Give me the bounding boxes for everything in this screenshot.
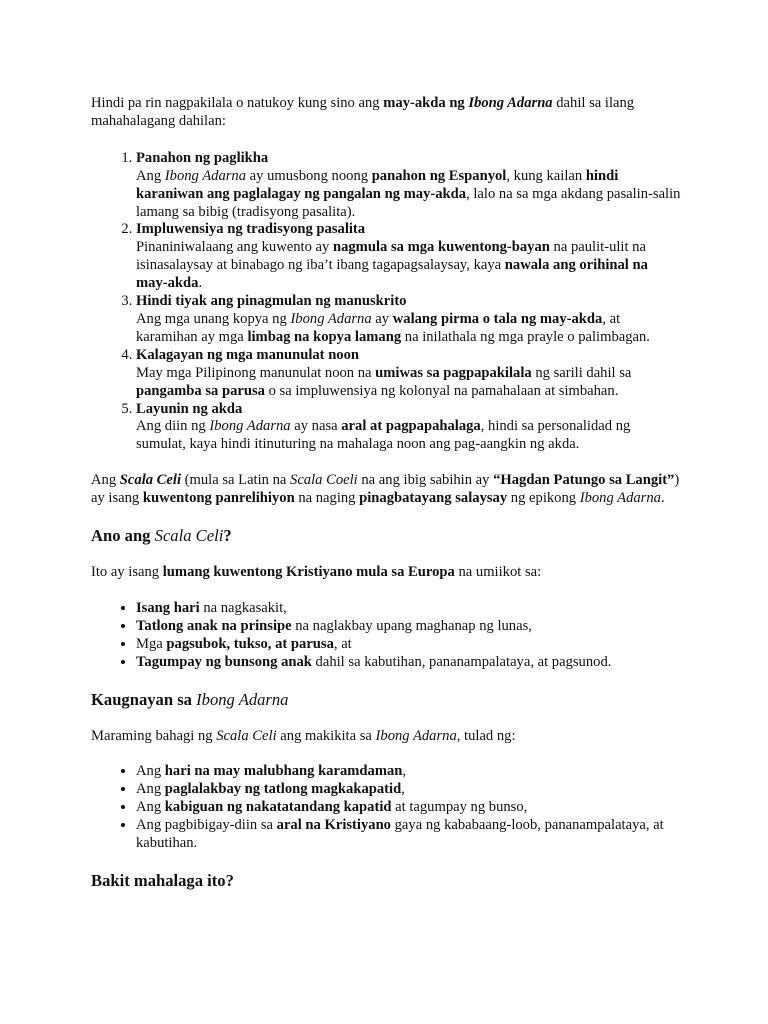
bullet-bold: hari na may malubhang karamdaman [164,763,403,780]
bullet-text: dahil sa kabutihan, pananampalataya, at pagsunod. [311,653,612,670]
reason-bold: aral at pagpapahalaga [341,418,481,435]
bullet-text: na nagkasakit, [199,599,287,616]
intro-text: Hindi pa rin nagpakilala o natukoy kung sino ang [91,95,384,111]
intro-bold: may-akda ng [383,95,469,111]
para-bold-italic: Scala Celi [119,472,182,489]
reason-text: na inilathala ng mga prayle o palimbagan. [401,328,650,345]
reason-text: ay umusbong noong [246,167,372,184]
reason-text: Ang diin ng [136,418,210,435]
section-heading-bakit-mahalaga: Bakit mahalaga ito? [91,871,234,890]
para-text: (mula sa Latin na [181,472,291,489]
reason-text: , hindi sa personalidad ng sumulat, kaya hindi itinuturing na mahalaga noon ang pag-aangkin ng akda. [136,418,631,453]
para-text: na naging [294,490,360,507]
bullet-text: Mga [136,635,167,652]
reason-item [136,293,681,347]
para-text: , tulad ng: [456,727,516,744]
reason-text: , at karamihan ay mga [136,310,621,345]
intro-paragraph [91,95,681,131]
bullet-text: Ang [136,781,165,798]
bullet-text: at tagumpay ng bunso, [391,799,528,816]
para-text: na ang ibig sabihin ay [357,472,494,489]
reason-text: , kung kailan [506,167,586,184]
reason-text: May mga Pilipinong manunulat noon na [136,364,376,381]
bullet-bold: aral na Kristiyano [276,817,391,834]
reason-text: . [198,275,203,292]
bullet-text: , at [333,635,352,652]
reason-item [136,347,681,401]
reason-text: ng sarili dahil sa [531,364,632,381]
bullet-item [136,618,681,636]
reason-title: Layunin ng akda [136,400,243,417]
scala-celi-paragraph [91,472,681,508]
para-text: ng epikong [507,490,580,507]
reason-text: na paulit-ulit na isinasalaysay at binabago ng iba’t ibang tagapagsalaysay, kaya [136,239,646,274]
bullet-text: , [402,763,407,780]
reason-title: Panahon ng paglikha [136,149,269,166]
bullet-text: na naglakbay upang maghanap ng lunas, [291,617,532,634]
reason-text: o sa impluwensiya ng kolonyal na pamahalaan at simbahan. [264,382,619,399]
bullet-text: Ang pagbibigay-diin sa [136,817,277,834]
heading-italic: Ibong Adarna [196,689,289,709]
section2-paragraph [91,728,681,746]
para-text: ) ay isang [91,472,680,507]
reason-item [136,401,681,455]
section1-bullet-list [91,600,681,672]
intro-title-ref: Ibong Adarna [468,95,553,111]
bullet-bold: Isang hari [136,599,200,616]
para-bold: pinagbatayang salaysay [359,490,508,507]
heading-text: ? [223,526,232,546]
reason-bold: panahon ng Espanyol [371,167,507,184]
para-italic: Ibong Adarna [579,490,661,507]
reason-text: Ang mga unang kopya ng [136,310,291,327]
para-italic: Ibong Adarna [375,727,457,744]
bullet-text: , [401,781,405,798]
bullet-text: Ang [136,763,165,780]
section-heading-kaugnayan [91,690,681,710]
document-body [91,95,681,909]
para-text: Ang [91,472,120,489]
reason-title: Kalagayan ng mga manunulat noon [136,346,360,363]
reason-text: Pinaniniwalaang ang kuwento ay [136,239,333,256]
para-italic: Scala Celi [216,727,277,744]
bullet-item [136,636,681,654]
para-italic: Scala Coeli [290,472,358,489]
bullet-bold: paglalakbay ng tatlong magkakapatid [164,781,402,798]
reason-text: Ang [136,167,165,184]
reason-text: , lalo na sa mga akdang pasalin-salin lamang sa bibig (tradisyong pasalita). [136,185,681,220]
para-text: Ito ay isang [91,564,163,581]
reason-item [136,150,681,222]
bullet-bold: Tatlong anak na prinsipe [136,617,292,634]
reason-bold: nagmula sa mga kuwentong-bayan [332,239,550,256]
reasons-list [91,150,681,454]
para-text: Maraming bahagi ng [91,727,217,744]
reason-italic: Ibong Adarna [164,167,247,184]
section-heading-ano-ang-scala-celi [91,526,681,546]
section2-bullet-list [91,763,681,853]
para-text: na umiikot sa: [454,564,542,581]
reason-italic: Ibong Adarna [209,418,291,435]
reason-bold: walang pirma o tala ng may-akda [392,310,603,327]
bullet-item [136,781,681,799]
para-bold: “Hagdan Patungo sa Langit” [493,472,675,489]
reason-title: Impluwensiya ng tradisyong pasalita [136,221,366,238]
bullet-item [136,817,681,853]
bullet-item [136,654,681,672]
bullet-item [136,763,681,781]
heading-italic: Scala Celi [154,526,224,546]
bullet-item [136,600,681,618]
reason-title: Hindi tiyak ang pinagmulan ng manuskrito [136,293,407,310]
reason-bold: limbag na kopya lamang [247,328,402,345]
bullet-bold: Tagumpay ng bunsong anak [136,653,312,670]
reason-text: ay nasa [290,418,342,435]
heading-text: Ano ang [91,526,155,546]
bullet-text: gaya ng kababaang-loob, pananampalataya, at kabutihan. [136,817,664,852]
para-bold: kuwentong panrelihiyon [142,490,295,507]
bullet-bold: kabiguan ng nakatatandang kapatid [164,799,392,816]
reason-italic: Ibong Adarna [290,310,372,327]
reason-bold: nawala ang orihinal na may-akda [136,257,648,292]
reason-text: ay [371,310,393,327]
reason-bold: pangamba sa parusa [136,382,265,399]
intro-text-end: dahil sa ilang mahahalagang dahilan: [91,95,635,129]
para-bold: lumang kuwentong Kristiyano mula sa Europa [162,564,455,581]
reason-bold: hindi karaniwan ang paglalagay ng pangalan ng may-akda [136,167,619,202]
reason-item [136,221,681,293]
bullet-text: Ang [136,799,165,816]
heading-text: Kaugnayan sa [91,689,197,709]
bullet-bold: pagsubok, tukso, at parusa [166,635,334,652]
section1-paragraph [91,564,681,582]
para-text: ang makikita sa [276,727,376,744]
bullet-item [136,799,681,817]
reason-bold: umiwas sa pagpapakilala [375,364,532,381]
para-text: . [660,490,665,507]
